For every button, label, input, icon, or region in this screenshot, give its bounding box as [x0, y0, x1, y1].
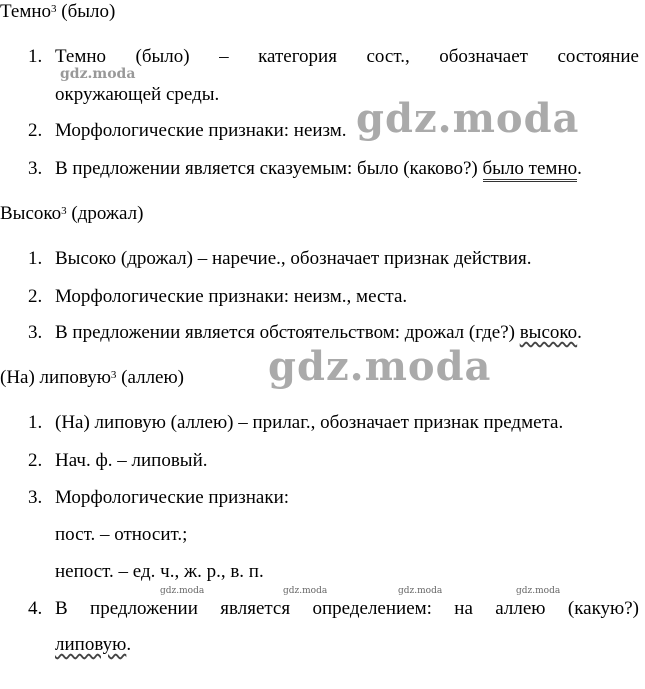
s2-item-3 [28, 322, 639, 344]
s2-item-1 [28, 248, 639, 270]
heading-rest: (было) [56, 1, 116, 22]
item-text: Морфологические признаки: неизм., места. [55, 286, 408, 307]
attribute-underlined: липовую [55, 634, 127, 655]
superscript: 3 [110, 369, 117, 381]
s3-item-2 [28, 450, 639, 472]
heading-word: (На) липовую [0, 367, 111, 388]
section-3-heading [0, 367, 184, 389]
item-number: 3. [28, 158, 43, 179]
item-text: (На) липовую (аллею) – прилаг., обозначает признак предмета. [55, 412, 564, 433]
section-2-heading [0, 203, 143, 225]
superscript: 3 [51, 3, 57, 15]
item-text: В предложении является обстоятельством: дрожал (где?) [55, 322, 520, 343]
item-end: . [126, 634, 132, 655]
nonconstant-features: непост. – ед. ч., ж. р., в. п. [55, 561, 264, 582]
s3-item-4-line-1 [28, 598, 639, 620]
watermark-tiny-4: gdz.moda [516, 586, 561, 596]
item-text: Морфологические признаки: [55, 487, 290, 508]
item-number: 2. [28, 450, 43, 471]
heading-rest: (аллею) [116, 367, 185, 388]
item-number: 1. [28, 46, 43, 67]
watermark-tiny-2: gdz.moda [283, 586, 328, 596]
s1-item-1-line-2: окружающей среды. [55, 84, 220, 105]
watermark-large-2: gdz.moda [268, 343, 492, 390]
item-end: . [577, 158, 582, 179]
item-end: . [577, 322, 582, 343]
heading-word: Темно [0, 1, 52, 22]
item-text: Морфологические признаки: неизм. [55, 120, 347, 141]
s3-item-1 [28, 412, 639, 434]
superscript: 3 [61, 205, 67, 217]
item-text: В предложении является сказуемым: было (каково?) [55, 158, 483, 179]
item-number: 4. [28, 598, 43, 619]
heading-rest: (дрожал) [66, 203, 144, 224]
watermark-small: gdz.moda [60, 66, 136, 82]
item-number: 1. [28, 412, 43, 433]
s2-item-2 [28, 286, 639, 308]
s3-item-3 [28, 487, 639, 509]
item-number: 1. [28, 248, 43, 269]
watermark-tiny-3: gdz.moda [398, 586, 443, 596]
constant-features: пост. – относит.; [55, 524, 188, 545]
item-number: 2. [28, 120, 43, 141]
item-number: 3. [28, 322, 43, 343]
s3-item-4-line-2 [55, 634, 131, 656]
item-number: 2. [28, 286, 43, 307]
section-1-heading [0, 1, 115, 23]
item-text: Темно (было) – категория сост., обозначает состояние [55, 46, 639, 67]
watermark-large-1: gdz.moda [356, 95, 580, 142]
s1-item-3 [28, 158, 639, 180]
item-text: Высоко (дрожал) – наречие., обозначает признак действия. [55, 248, 532, 269]
adverbial-underlined: высоко [519, 322, 578, 343]
predicate-underlined: было темно [483, 158, 578, 182]
s1-item-1-line-1 [28, 46, 639, 68]
item-number: 3. [28, 487, 43, 508]
heading-word: Высоко [0, 203, 62, 224]
watermark-tiny-1: gdz.moda [160, 586, 205, 596]
item-text: В предложении является определением: на аллею (какую?) [55, 598, 639, 619]
item-text: Нач. ф. – липовый. [55, 450, 208, 471]
